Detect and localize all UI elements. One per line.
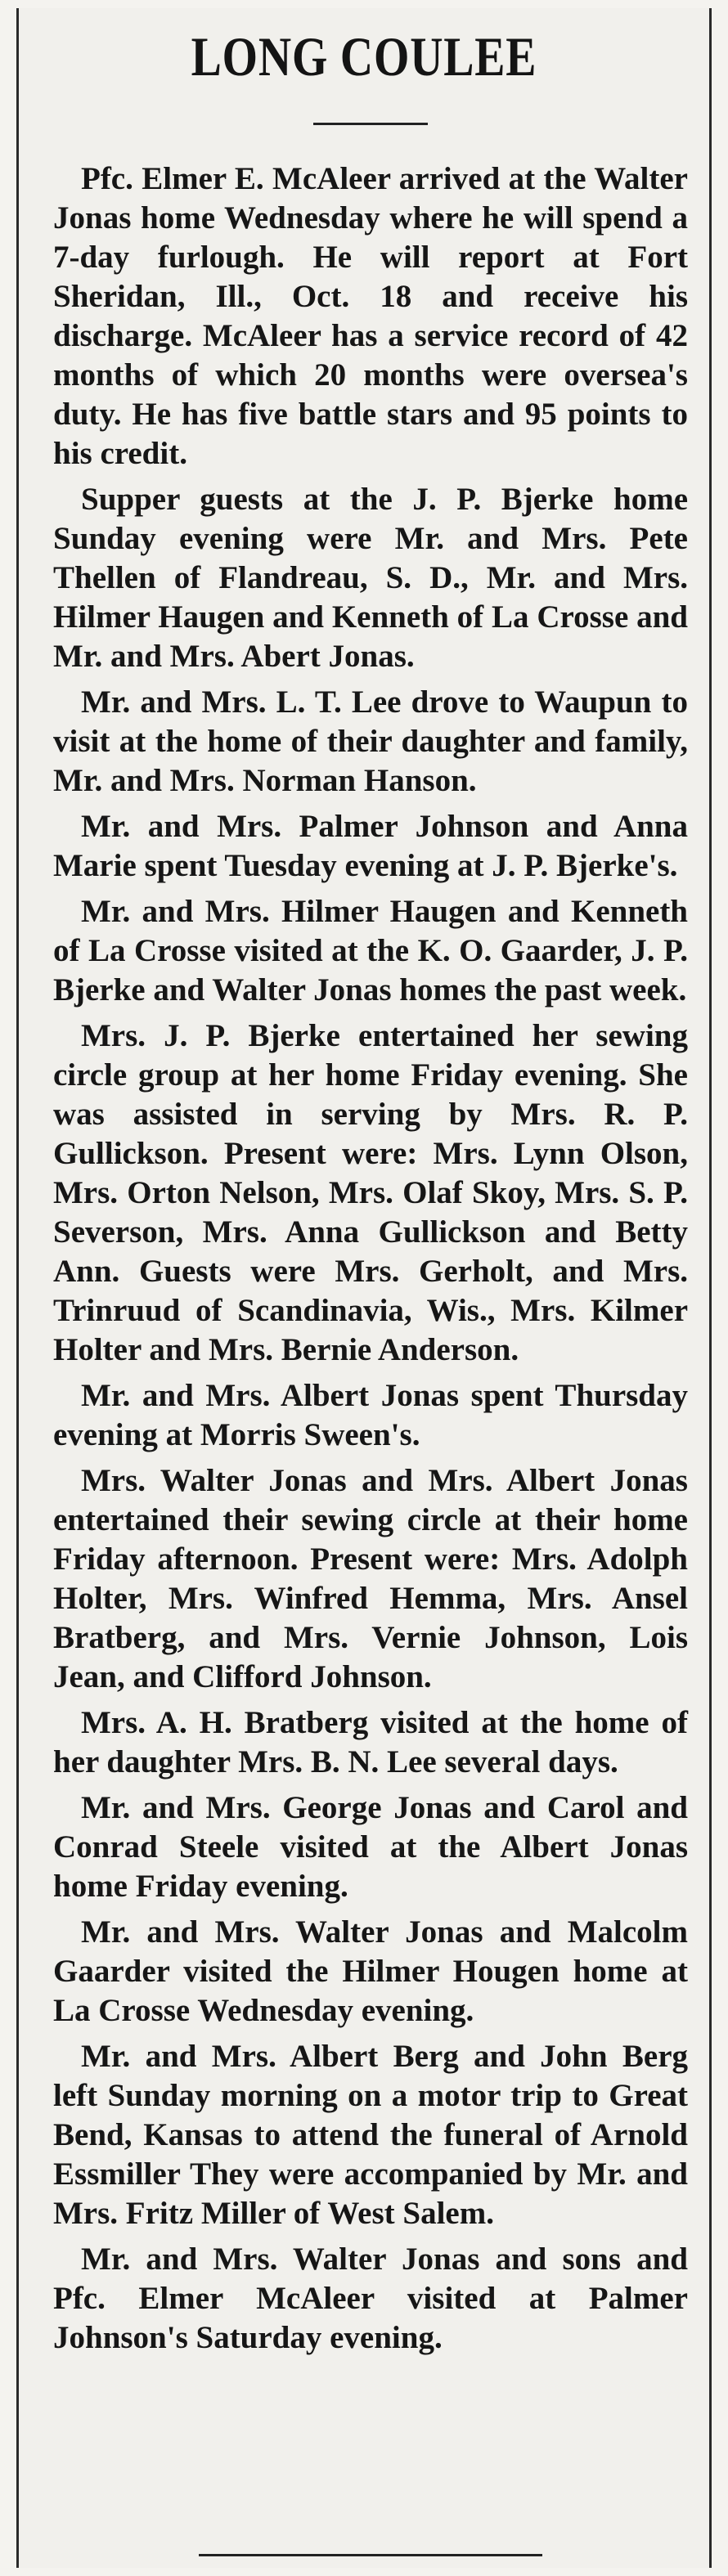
paragraph: Mr. and Mrs. L. T. Lee drove to Waupun to visit at the home of their daughter and family, Mr. and Mrs. Norman Hanson. [53, 684, 688, 798]
paragraph: Mr. and Mrs. Albert Jonas spent Thursday evening at Morris Sween's. [53, 1378, 688, 1452]
paragraph: Mr. and Mrs. Walter Jonas and sons and Pfc. Elmer McAleer visited at Palmer Johnson's Saturday evening. [53, 2242, 688, 2355]
headline: LONG COULEE [191, 25, 537, 88]
paragraph: Supper guests at the J. P. Bjerke home Sunday evening were Mr. and Mrs. Pete Thellen of Flandreau, S. D., Mr. and Mrs. Hilmer Haugen and Kenneth of La Crosse and Mr. and Mrs. Abert Jonas. [53, 482, 688, 674]
paragraph: Mrs. Walter Jonas and Mrs. Albert Jonas entertained their sewing circle at their home Friday afternoon. Present were: Mrs. Adolph Holter, Mrs. Winfred Hemma, Mrs. Ansel Bratberg, and Mrs. Vernie Johnson, Lois Jean, and Clifford Johnson. [53, 1463, 688, 1694]
article-body [53, 159, 688, 2364]
bottom-rule [199, 2554, 542, 2556]
paragraph: Mrs. A. H. Bratberg visited at the home of her daughter Mrs. B. N. Lee several days. [53, 1705, 688, 1779]
paragraph: Mr. and Mrs. Hilmer Haugen and Kenneth of La Crosse visited at the K. O. Gaarder, J. P. Bjerke and Walter Jonas homes the past week. [53, 894, 688, 1008]
newspaper-clipping [16, 8, 712, 2568]
paragraph: Mr. and Mrs. Albert Berg and John Berg left Sunday morning on a motor trip to Great Bend, Kansas to attend the funeral of Arnold Essmiller They were accompanied by Mr. and Mrs. Fritz Miller of West Salem. [53, 2039, 688, 2231]
paragraph: Mrs. J. P. Bjerke entertained her sewing circle group at her home Friday evening. She was assisted in serving by Mrs. R. P. Gullickson. Present were: Mrs. Lynn Olson, Mrs. Orton Nelson, Mrs. Olaf Skoy, Mrs. S. P. Severson, Mrs. Anna Gullickson and Betty Ann. Guests were Mrs. Gerholt, and Mrs. Trinruud of Scandinavia, Wis., Mrs. Kilmer Holter and Mrs. Bernie Anderson. [53, 1018, 688, 1367]
paragraph: Mr. and Mrs. Palmer Johnson and Anna Marie spent Tuesday evening at J. P. Bjerke's. [53, 809, 688, 883]
paragraph: Mr. and Mrs. Walter Jonas and Malcolm Gaarder visited the Hilmer Hougen home at La Crosse Wednesday evening. [53, 1914, 688, 2028]
paragraph: Pfc. Elmer E. McAleer arrived at the Walter Jonas home Wednesday where he will spend a 7-day furlough. He will report at Fort Sheridan, Ill., Oct. 18 and receive his discharge. McAleer has a service record of 42 months of which 20 months were oversea's duty. He has five battle stars and 95 points to his credit. [53, 161, 688, 471]
headline-rule [313, 123, 428, 125]
paragraph: Mr. and Mrs. George Jonas and Carol and Conrad Steele visited at the Albert Jonas home Friday evening. [53, 1790, 688, 1904]
